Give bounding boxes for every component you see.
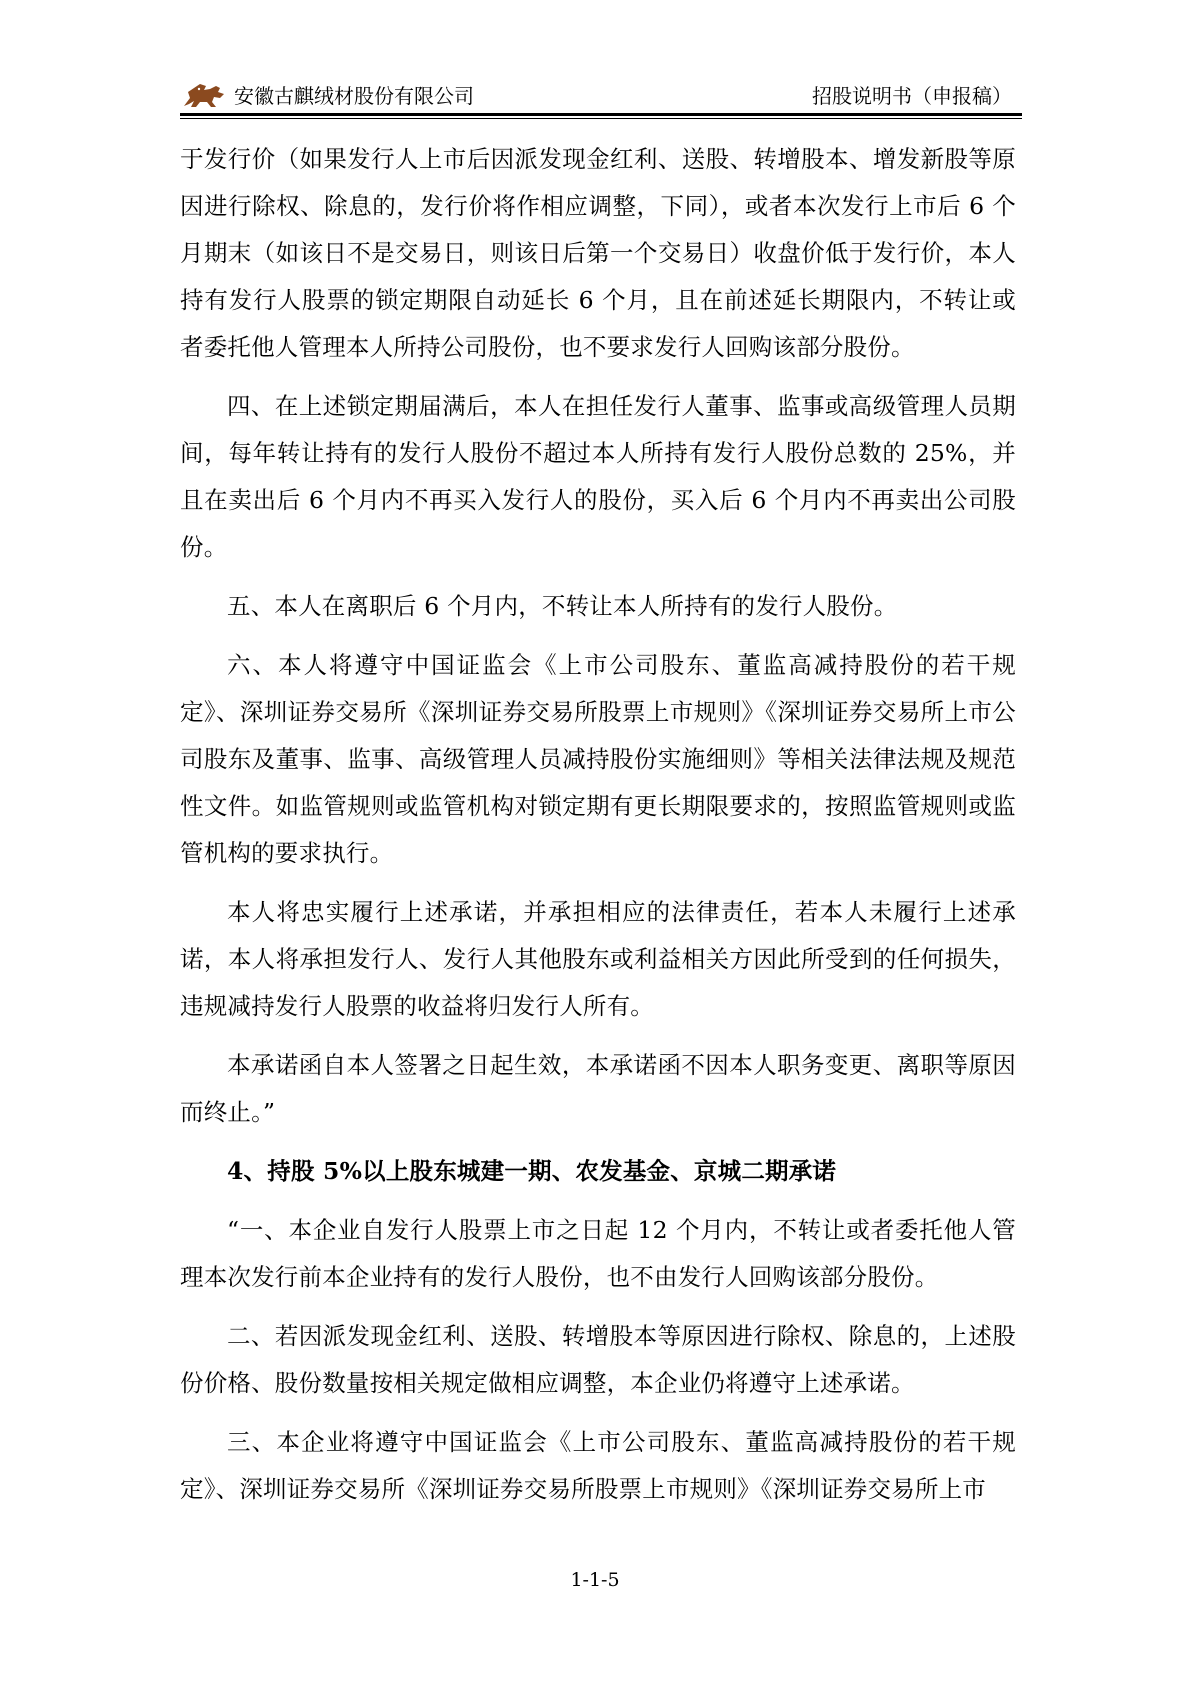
paragraph-item-5: 五、本人在离职后 6 个月内，不转让本人所持有的发行人股份。 bbox=[227, 592, 898, 620]
paragraph-enterprise-item-1: “一、本企业自发行人股票上市之日起 12 个月内，不转让或者委托他人管理本次发行前本企业持有的发行人股份，也不由发行人回购该部分股份。 bbox=[180, 1216, 1016, 1291]
page-header bbox=[180, 78, 1022, 112]
paragraph-enterprise-item-2: 二、若因派发现金红利、送股、转增股本等原因进行除权、除息的，上述股份价格、股份数量按相关规定做相应调整，本企业仍将遵守上述承诺。 bbox=[180, 1322, 1016, 1397]
document-body bbox=[180, 136, 1016, 1525]
qilin-logo-icon bbox=[180, 80, 228, 110]
paragraph-item-4: 四、在上述锁定期届满后，本人在担任发行人董事、监事或高级管理人员期间，每年转让持有的发行人股份不超过本人所持有发行人股份总数的 25%，并且在卖出后 6 个月内不再买入发行人的股份，买入后 6 个月内不再卖出公司股份。 bbox=[180, 392, 1016, 561]
paragraph-effective: 本承诺函自本人签署之日起生效，本承诺函不因本人职务变更、离职等原因而终止。” bbox=[180, 1051, 1016, 1126]
page-number: 1-1-5 bbox=[570, 1569, 620, 1591]
header-rule-thick bbox=[180, 113, 1022, 116]
document-type: 招股说明书（申报稿） bbox=[812, 84, 1012, 108]
section-heading: 4、持股 5%以上股东城建一期、农发基金、京城二期承诺 bbox=[227, 1157, 837, 1185]
company-name: 安徽古麒绒材股份有限公司 bbox=[234, 84, 474, 108]
paragraph-responsibility: 本人将忠实履行上述承诺，并承担相应的法律责任，若本人未履行上述承诺，本人将承担发行人、发行人其他股东或利益相关方因此所受到的任何损失，违规减持发行人股票的收益将归发行人所有。 bbox=[180, 898, 1016, 1020]
paragraph-item-6: 六、本人将遵守中国证监会《上市公司股东、董监高减持股份的若干规定》、深圳证券交易所《深圳证券交易所股票上市规则》《深圳证券交易所上市公司股东及董事、监事、高级管理人员减持股份实施细则》等相关法律法规及规范性文件。如监管规则或监管机构对锁定期有更长期限要求的，按照监管规则或监管机构的要求执行。 bbox=[180, 651, 1016, 867]
header-rule-thin bbox=[180, 118, 1022, 119]
paragraph-enterprise-item-3: 三、本企业将遵守中国证监会《上市公司股东、董监高减持股份的若干规定》、深圳证券交易所《深圳证券交易所股票上市规则》《深圳证券交易所上市 bbox=[180, 1428, 1016, 1503]
paragraph-continuation: 于发行价（如果发行人上市后因派发现金红利、送股、转增股本、增发新股等原因进行除权、除息的，发行价将作相应调整，下同），或者本次发行上市后 6 个月期末（如该日不是交易日，则该日后第一个交易日）收盘价低于发行价，本人持有发行人股票的锁定期限自动延长 6 个月，且在前述延长期限内，不转让或者委托他人管理本人所持公司股份，也不要求发行人回购该部分股份。 bbox=[180, 145, 1016, 361]
